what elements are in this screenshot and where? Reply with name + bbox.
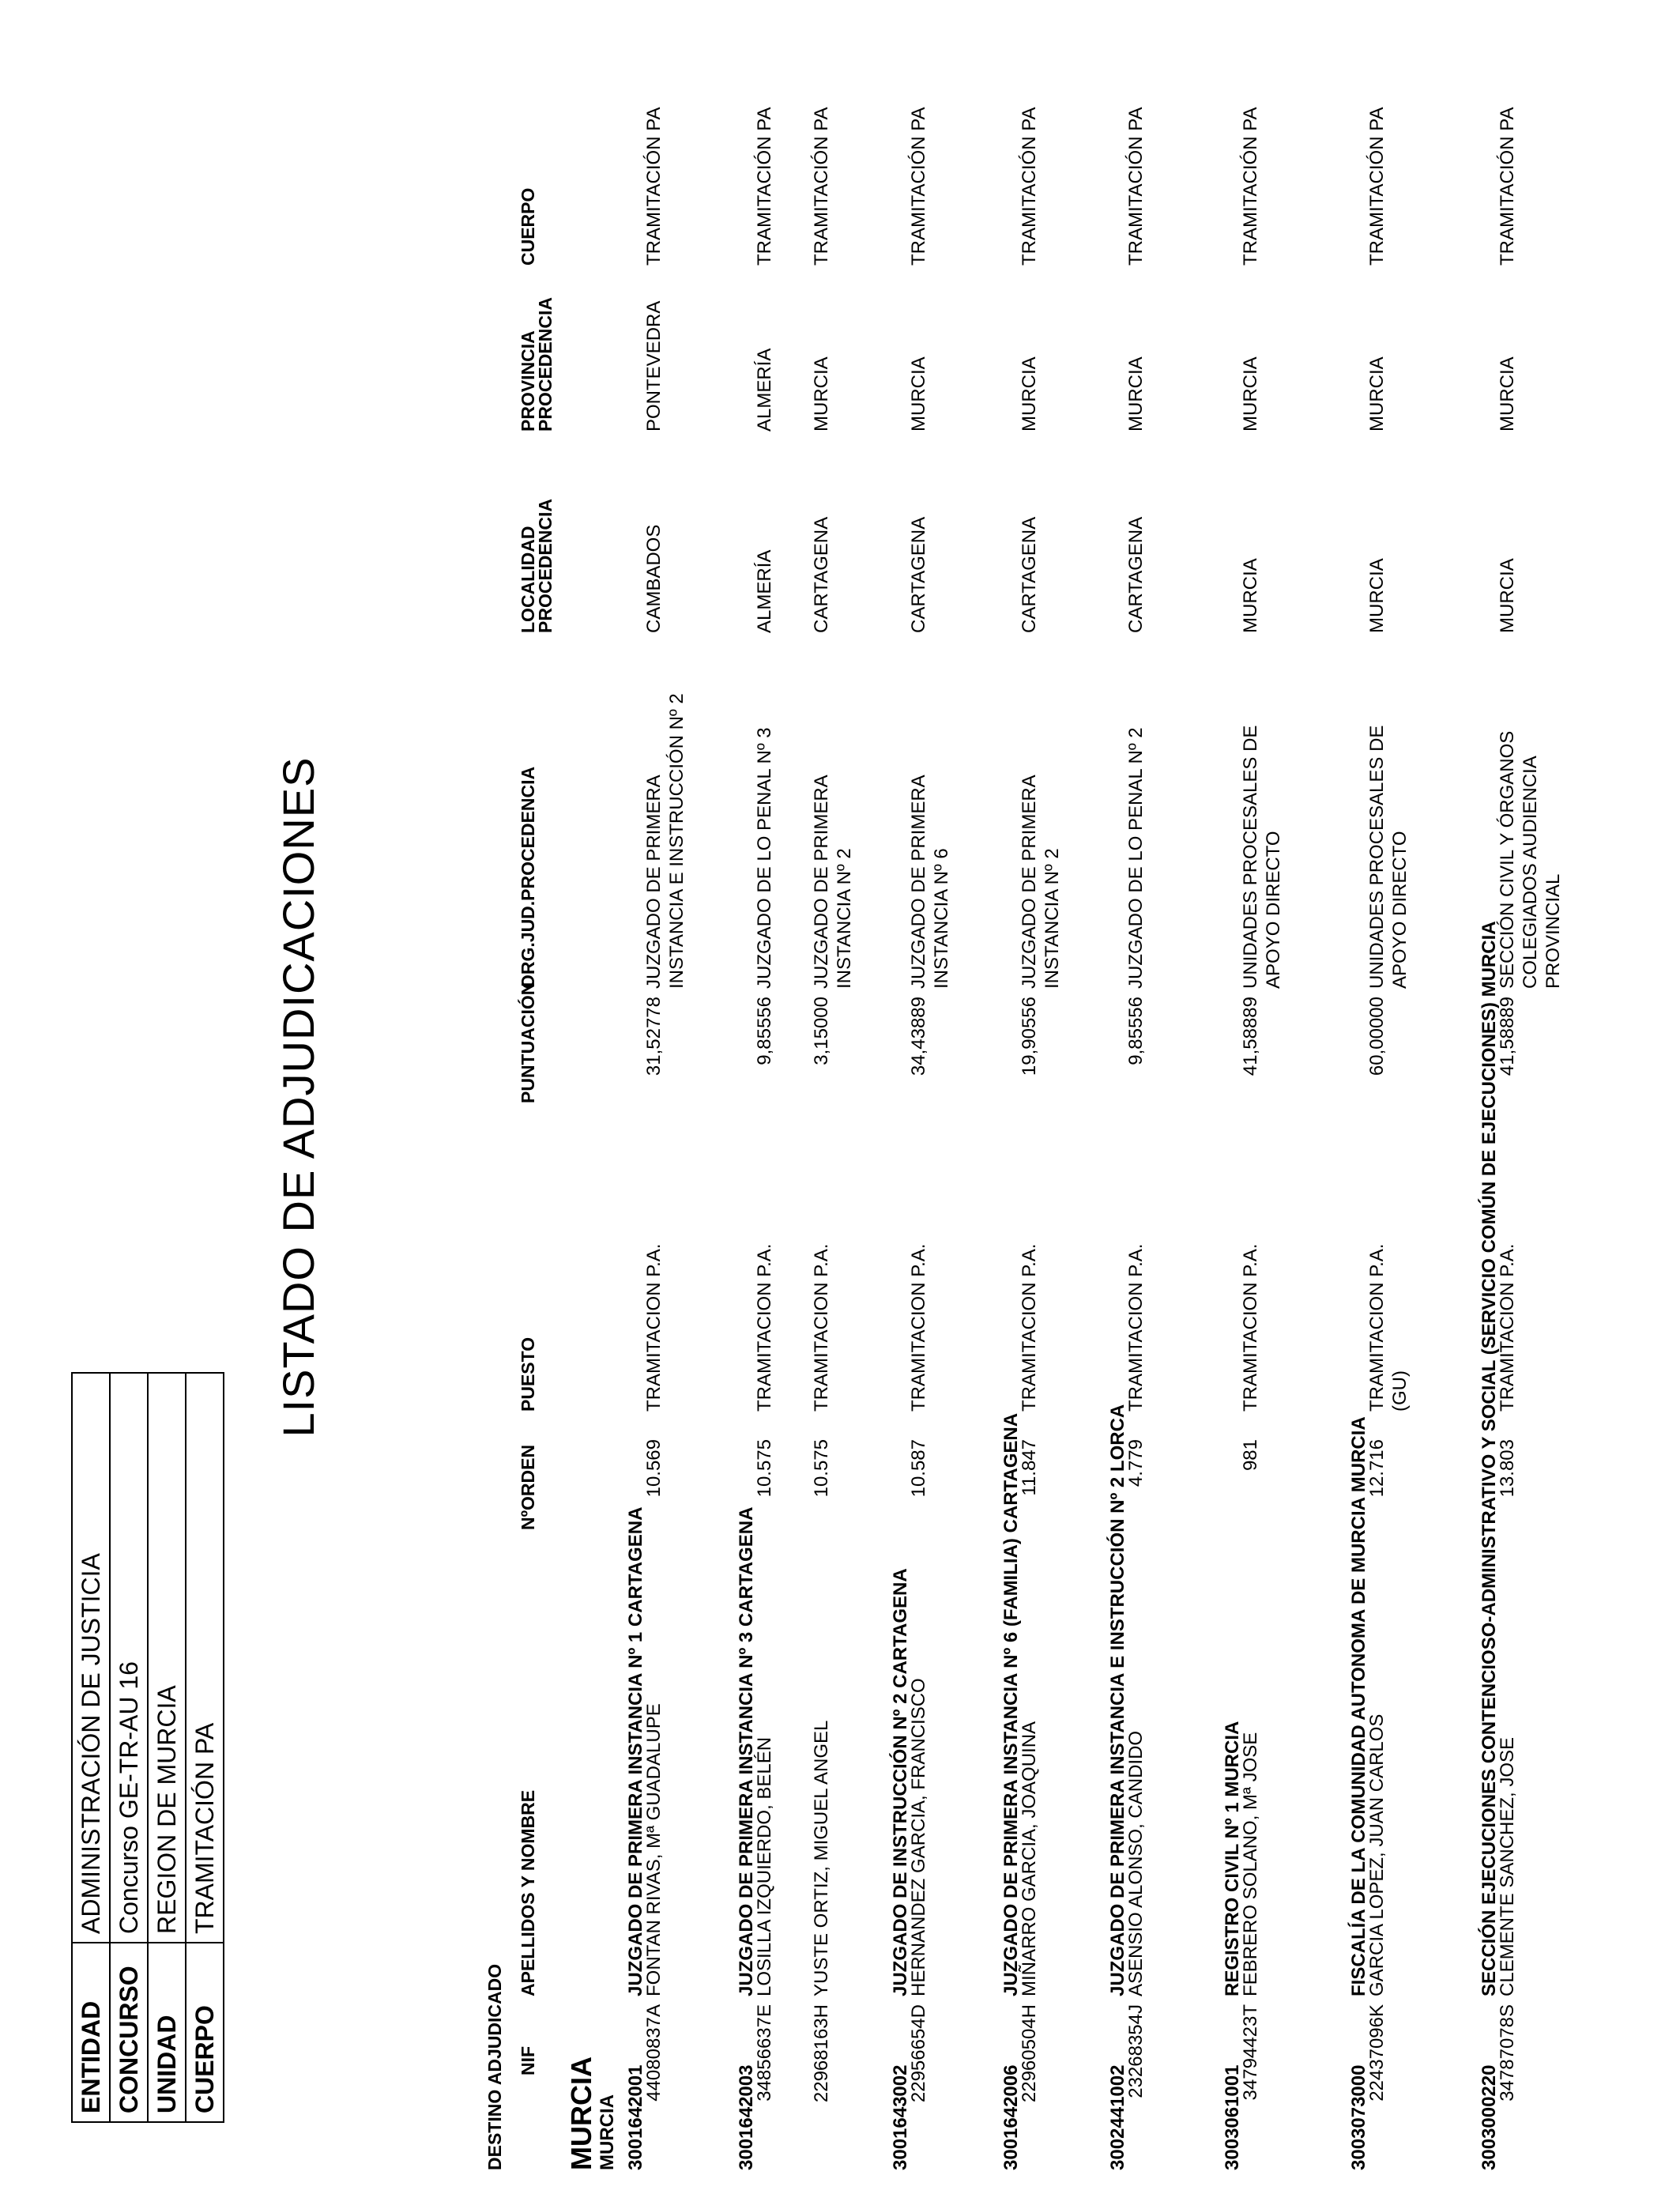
- cuerpo: TRAMITACIÓN PA: [908, 107, 929, 266]
- score: 9,85556: [1125, 997, 1147, 1065]
- header-apellidos: APELLIDOS Y NOMBRE: [518, 1789, 538, 1996]
- cuerpo: TRAMITACIÓN PA: [1366, 107, 1388, 266]
- origin-court: INSTANCIA Nº 6: [931, 848, 952, 989]
- score: 31,52778: [643, 997, 665, 1076]
- cuerpo: TRAMITACIÓN PA: [1240, 107, 1261, 266]
- info-value: ADMINISTRACIÓN DE JUSTICIA: [72, 1373, 110, 1943]
- group-code: 3003073000: [1348, 2064, 1369, 2170]
- cuerpo: TRAMITACIÓN PA: [754, 107, 775, 266]
- applicant-name: FONTAN RIVAS, Mª GUADALUPE: [643, 1703, 665, 1996]
- score: 41,58889: [1240, 997, 1261, 1076]
- group-name: JUZGADO DE INSTRUCCIÓN Nº 2 CARTAGENA: [890, 1568, 911, 1996]
- puesto: (GU): [1389, 1370, 1411, 1412]
- info-value: TRAMITACIÓN PA: [186, 1373, 224, 1943]
- header-org: ORG.JUD.PROCEDENCIA: [518, 766, 538, 989]
- nif: 34794423T: [1240, 2004, 1261, 2101]
- origin-locality: ALMERÍA: [754, 549, 775, 633]
- score: 19,90556: [1019, 997, 1040, 1076]
- info-value: Concurso GE-TR-AU 16: [110, 1373, 148, 1943]
- origin-court: COLEGIADOS AUDIENCIA: [1520, 756, 1541, 989]
- origin-province: PONTEVEDRA: [643, 300, 665, 432]
- puesto: TRAMITACION P.A.: [811, 1243, 832, 1412]
- info-label: CUERPO: [186, 1943, 224, 2122]
- group-code: 3003061001: [1222, 2064, 1243, 2170]
- group-name: JUZGADO DE PRIMERA INSTANCIA Nº 6 (FAMILIA) CARTAGENA: [1000, 1412, 1022, 1996]
- region-label: MURCIA: [565, 2056, 597, 2170]
- order-number: 13.803: [1497, 1439, 1518, 1498]
- nif: 23268354J: [1125, 2004, 1147, 2098]
- order-number: 10.587: [908, 1439, 929, 1498]
- score: 60,00000: [1366, 997, 1388, 1076]
- origin-locality: MURCIA: [1497, 558, 1518, 633]
- origin-court: JUZGADO DE PRIMERA: [908, 775, 929, 989]
- origin-court: JUZGADO DE PRIMERA: [643, 775, 665, 989]
- applicant-name: ASENSIO ALONSO, CANDIDO: [1125, 1730, 1147, 1996]
- puesto: TRAMITACION P.A.: [908, 1243, 929, 1412]
- puesto: TRAMITACION P.A.: [643, 1243, 665, 1412]
- origin-court: INSTANCIA E INSTRUCCIÓN Nº 2: [666, 693, 687, 989]
- group-name: FISCALÍA DE LA COMUNIDAD AUTONOMA DE MURCIA MURCIA: [1348, 1416, 1369, 1996]
- origin-province: MURCIA: [1497, 356, 1518, 432]
- nif: 22960504H: [1019, 2004, 1040, 2103]
- origin-locality: MURCIA: [1366, 558, 1388, 633]
- group-code: 3001642006: [1000, 2064, 1022, 2170]
- order-number: 12.716: [1366, 1439, 1388, 1498]
- origin-province: MURCIA: [1366, 356, 1388, 432]
- info-label: UNIDAD: [148, 1943, 186, 2122]
- origin-locality: CAMBADOS: [643, 524, 665, 633]
- puesto: TRAMITACION P.A.: [1497, 1243, 1518, 1412]
- header-norden: NºORDEN: [518, 1444, 538, 1530]
- applicant-name: FEBRERO SOLANO, Mª JOSE: [1240, 1732, 1261, 1996]
- score: 41,58889: [1497, 997, 1518, 1076]
- group-name: JUZGADO DE PRIMERA INSTANCIA Nº 3 CARTAGENA: [736, 1506, 757, 1996]
- info-row: [186, 1373, 224, 2122]
- group-code: 3003000220: [1478, 2064, 1500, 2170]
- origin-court: SECCIÓN CIVIL Y ÓRGANOS: [1497, 730, 1518, 989]
- origin-province: MURCIA: [1125, 356, 1147, 432]
- puesto: TRAMITACION P.A.: [1125, 1243, 1147, 1412]
- cuerpo: TRAMITACIÓN PA: [1125, 107, 1147, 266]
- nif: 34787078S: [1497, 2004, 1518, 2102]
- origin-locality: MURCIA: [1240, 558, 1261, 633]
- cuerpo: TRAMITACIÓN PA: [1019, 107, 1040, 266]
- nif: 22968163H: [811, 2004, 832, 2103]
- group-name: JUZGADO DE PRIMERA INSTANCIA Nº 1 CARTAGENA: [625, 1506, 646, 1996]
- applicant-name: LOSILLA IZQUIERDO, BELÉN: [754, 1736, 775, 1996]
- group-code: 3001642001: [625, 2064, 646, 2170]
- order-number: 10.575: [811, 1439, 832, 1498]
- puesto: TRAMITACION P.A.: [1019, 1243, 1040, 1412]
- header-puesto: PUESTO: [518, 1336, 538, 1412]
- origin-province: MURCIA: [811, 356, 832, 432]
- header-puntuacion: PUNTUACIÓN: [518, 982, 538, 1103]
- header-destino: DESTINO ADJUDICADO: [484, 1963, 505, 2170]
- applicant-name: CLEMENTE SANCHEZ, JOSE: [1497, 1736, 1518, 1996]
- origin-locality: CARTAGENA: [1125, 516, 1147, 633]
- origin-court: INSTANCIA Nº 2: [834, 848, 855, 989]
- applicant-name: GARCIA LOPEZ, JUAN CARLOS: [1366, 1713, 1388, 1996]
- cuerpo: TRAMITACIÓN PA: [643, 107, 665, 266]
- cuerpo: TRAMITACIÓN PA: [811, 107, 832, 266]
- header-provincia-1: PROVINCIA: [518, 330, 538, 432]
- nif: 44080837A: [643, 2004, 665, 2102]
- group-name: JUZGADO DE PRIMERA INSTANCIA E INSTRUCCIÓN Nº 2 LORCA: [1107, 1404, 1128, 1996]
- order-number: 981: [1240, 1439, 1261, 1472]
- applicant-name: HERNANDEZ GARCIA, FRANCISCO: [908, 1678, 929, 1996]
- order-number: 11.847: [1019, 1439, 1040, 1496]
- applicant-name: MIÑARRO GARCIA, JOAQUINA: [1019, 1721, 1040, 1996]
- nif: 22956654D: [908, 2004, 929, 2103]
- group-name: SECCIÓN EJECUCIONES CONTENCIOSO-ADMINISTRATIVO Y SOCIAL (SERVICIO COMÚN DE EJECUCIONES) MURCIA: [1478, 921, 1500, 1996]
- info-label: CONCURSO: [110, 1943, 148, 2122]
- puesto: TRAMITACION P.A.: [754, 1243, 775, 1412]
- origin-locality: CARTAGENA: [811, 516, 832, 633]
- order-number: 4.779: [1125, 1439, 1147, 1487]
- origin-court: APOYO DIRECTO: [1389, 831, 1411, 989]
- score: 34,43889: [908, 997, 929, 1076]
- info-row: [148, 1373, 186, 2122]
- applicant-name: YUSTE ORTIZ, MIGUEL ANGEL: [811, 1720, 832, 1996]
- info-table: [71, 1372, 224, 2123]
- info-row: [110, 1373, 148, 2122]
- origin-court: UNIDADES PROCESALES DE: [1366, 725, 1388, 989]
- origin-court: INSTANCIA Nº 2: [1042, 848, 1063, 989]
- origin-province: MURCIA: [1240, 356, 1261, 432]
- origin-court: JUZGADO DE PRIMERA: [811, 775, 832, 989]
- score: 9,85556: [754, 997, 775, 1065]
- info-label: ENTIDAD: [72, 1943, 110, 2122]
- header-provincia-2: PROCEDENCIA: [535, 297, 556, 432]
- origin-court: APOYO DIRECTO: [1263, 831, 1284, 989]
- group-code: 3001642003: [736, 2064, 757, 2170]
- origin-court: JUZGADO DE LO PENAL Nº 2: [1125, 727, 1147, 989]
- origin-court: PROVINCIAL: [1543, 873, 1564, 989]
- info-value: REGION DE MURCIA: [148, 1373, 186, 1943]
- origin-province: MURCIA: [1019, 356, 1040, 432]
- score: 3,15000: [811, 997, 832, 1065]
- order-number: 10.575: [754, 1439, 775, 1498]
- subregion-label: MURCIA: [597, 2094, 618, 2170]
- cuerpo: TRAMITACIÓN PA: [1497, 107, 1518, 266]
- origin-court: JUZGADO DE LO PENAL Nº 3: [754, 727, 775, 989]
- header-localidad-1: LOCALIDAD: [518, 526, 538, 633]
- puesto: TRAMITACION P.A.: [1240, 1243, 1261, 1412]
- group-code: 3002441002: [1107, 2064, 1128, 2170]
- origin-province: ALMERÍA: [754, 348, 775, 432]
- group-code: 3001643002: [890, 2064, 911, 2170]
- origin-locality: CARTAGENA: [908, 516, 929, 633]
- origin-court: UNIDADES PROCESALES DE: [1240, 725, 1261, 989]
- origin-province: MURCIA: [908, 356, 929, 432]
- puesto: TRAMITACION P.A.: [1366, 1243, 1388, 1412]
- header-nif: NIF: [518, 2045, 538, 2075]
- order-number: 10.569: [643, 1439, 665, 1498]
- header-localidad-2: PROCEDENCIA: [535, 499, 556, 633]
- nif: 34856637E: [754, 2004, 775, 2102]
- group-name: REGISTRO CIVIL Nº 1 MURCIA: [1222, 1721, 1243, 1996]
- document-title: LISTADO DE ADJUDICACIONES: [273, 756, 323, 1438]
- info-row: [72, 1373, 110, 2122]
- header-cuerpo: CUERPO: [518, 187, 538, 266]
- origin-court: JUZGADO DE PRIMERA: [1019, 775, 1040, 989]
- nif: 22437096K: [1366, 2004, 1388, 2102]
- origin-locality: CARTAGENA: [1019, 516, 1040, 633]
